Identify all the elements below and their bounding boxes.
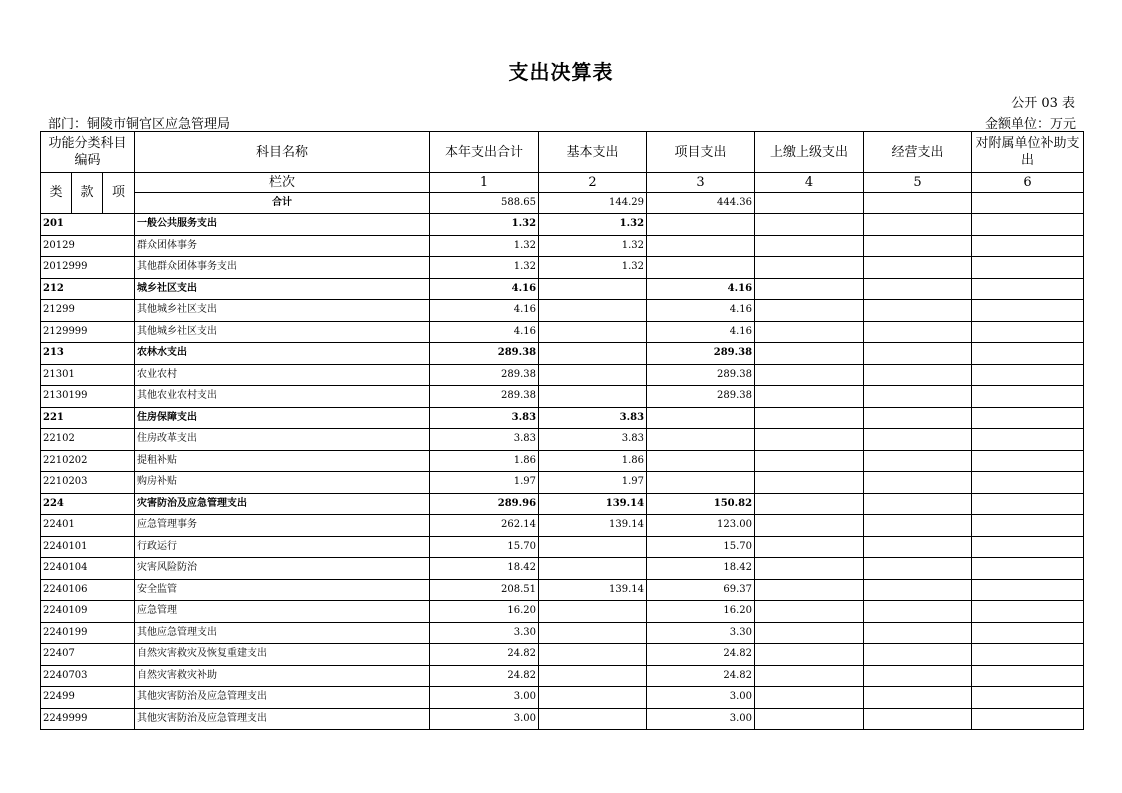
cell-code: 2129999 — [41, 321, 135, 343]
table-row — [41, 622, 1084, 644]
cell-upper — [755, 644, 864, 666]
cell-basic — [539, 386, 647, 408]
cell-subject-name: 其他灾害防治及应急管理支出 — [135, 708, 430, 730]
cell-basic — [539, 278, 647, 300]
cell-upper — [755, 407, 864, 429]
cell-project: 4.16 — [647, 278, 755, 300]
cell-upper — [755, 364, 864, 386]
cell-project: 69.37 — [647, 579, 755, 601]
cell-subject-name: 其他城乡社区支出 — [135, 300, 430, 322]
header-total: 本年支出合计 — [430, 132, 539, 173]
header-upper: 上缴上级支出 — [755, 132, 864, 173]
cell-subject-name: 农业农村 — [135, 364, 430, 386]
page-title: 支出决算表 — [508, 60, 614, 84]
cell-subject-name: 其他灾害防治及应急管理支出 — [135, 687, 430, 709]
header-basic: 基本支出 — [539, 132, 647, 173]
cell-total: 289.38 — [430, 386, 539, 408]
cell-basic — [539, 558, 647, 580]
table-row — [41, 493, 1084, 515]
cell-upper — [755, 429, 864, 451]
cell-business — [864, 278, 972, 300]
table-row — [41, 214, 1084, 236]
table-row — [41, 364, 1084, 386]
cell-code: 2012999 — [41, 257, 135, 279]
cell-basic — [539, 536, 647, 558]
cell-code: 2240106 — [41, 579, 135, 601]
cell-upper — [755, 601, 864, 623]
cell-code: 2240101 — [41, 536, 135, 558]
cell-subsidy — [972, 558, 1084, 580]
cell-total: 289.96 — [430, 493, 539, 515]
total-row — [41, 193, 1084, 214]
total-label: 合计 — [135, 193, 430, 214]
cell-subsidy — [972, 300, 1084, 322]
cell-subject-name: 农林水支出 — [135, 343, 430, 365]
cell-code: 2240104 — [41, 558, 135, 580]
cell-subject-name: 安全监管 — [135, 579, 430, 601]
cell-project: 123.00 — [647, 515, 755, 537]
cell-total: 1.97 — [430, 472, 539, 494]
cell-total: 1.32 — [430, 214, 539, 236]
table-row — [41, 472, 1084, 494]
cell-total: 15.70 — [430, 536, 539, 558]
cell-upper — [755, 708, 864, 730]
table-row — [41, 601, 1084, 623]
cell-basic — [539, 644, 647, 666]
cell-code: 221 — [41, 407, 135, 429]
cell-business — [864, 321, 972, 343]
table-row — [41, 687, 1084, 709]
cell-basic: 1.32 — [539, 235, 647, 257]
cell-upper — [755, 450, 864, 472]
cell-project — [647, 450, 755, 472]
cell-code: 22102 — [41, 429, 135, 451]
cell-basic — [539, 300, 647, 322]
cell-project — [647, 235, 755, 257]
cell-subject-name: 购房补贴 — [135, 472, 430, 494]
cell-total: 289.38 — [430, 343, 539, 365]
cell-basic — [539, 601, 647, 623]
cell-basic — [539, 665, 647, 687]
cell-basic — [539, 364, 647, 386]
cell-subsidy — [972, 665, 1084, 687]
cell-basic — [539, 343, 647, 365]
cell-upper — [755, 343, 864, 365]
cell-business — [864, 386, 972, 408]
cell-subject-name: 应急管理 — [135, 601, 430, 623]
table-row — [41, 235, 1084, 257]
cell-basic — [539, 321, 647, 343]
cell-subsidy — [972, 407, 1084, 429]
cell-code: 20129 — [41, 235, 135, 257]
header-business: 经营支出 — [864, 132, 972, 173]
cell-business — [864, 601, 972, 623]
cell-subsidy — [972, 579, 1084, 601]
cell-project — [647, 214, 755, 236]
cell-business — [864, 343, 972, 365]
cell-subsidy — [972, 450, 1084, 472]
cell-subsidy — [972, 601, 1084, 623]
cell-project: 15.70 — [647, 536, 755, 558]
cell-business — [864, 622, 972, 644]
table-row — [41, 429, 1084, 451]
cell-total: 262.14 — [430, 515, 539, 537]
cell-upper — [755, 622, 864, 644]
cell-subsidy — [972, 622, 1084, 644]
cell-business — [864, 300, 972, 322]
cell-total: 3.83 — [430, 429, 539, 451]
cell-business — [864, 450, 972, 472]
cell-upper — [755, 278, 864, 300]
col-index-6: 6 — [972, 173, 1084, 193]
department-label: 部门：铜陵市铜官区应急管理局 — [48, 117, 231, 132]
table-row — [41, 644, 1084, 666]
cell-subsidy — [972, 235, 1084, 257]
table-row — [41, 450, 1084, 472]
cell-business — [864, 257, 972, 279]
cell-business — [864, 665, 972, 687]
cell-business — [864, 708, 972, 730]
table-row — [41, 300, 1084, 322]
column-index-row — [41, 173, 1084, 193]
cell-upper — [755, 579, 864, 601]
cell-code: 2240109 — [41, 601, 135, 623]
total-business — [864, 193, 972, 214]
cell-subsidy — [972, 278, 1084, 300]
cell-upper — [755, 386, 864, 408]
cell-upper — [755, 665, 864, 687]
cell-code: 2210202 — [41, 450, 135, 472]
cell-total: 3.30 — [430, 622, 539, 644]
header-subject-name: 科目名称 — [135, 132, 430, 173]
cell-subject-name: 住房保障支出 — [135, 407, 430, 429]
cell-subject-name: 自然灾害救灾及恢复重建支出 — [135, 644, 430, 666]
cell-upper — [755, 214, 864, 236]
cell-upper — [755, 235, 864, 257]
cell-subsidy — [972, 687, 1084, 709]
table-row — [41, 321, 1084, 343]
cell-total: 18.42 — [430, 558, 539, 580]
cell-subject-name: 住房改革支出 — [135, 429, 430, 451]
cell-business — [864, 493, 972, 515]
cell-project: 289.38 — [647, 343, 755, 365]
cell-code: 22499 — [41, 687, 135, 709]
header-row — [41, 132, 1084, 173]
cell-code: 21301 — [41, 364, 135, 386]
cell-business — [864, 644, 972, 666]
cell-project: 3.00 — [647, 687, 755, 709]
cell-subsidy — [972, 429, 1084, 451]
cell-upper — [755, 536, 864, 558]
header-project: 项目支出 — [647, 132, 755, 173]
cell-business — [864, 536, 972, 558]
cell-code: 2210203 — [41, 472, 135, 494]
cell-subsidy — [972, 364, 1084, 386]
amount-unit-label: 金额单位：万元 — [984, 117, 1076, 132]
table-row — [41, 257, 1084, 279]
table-row — [41, 407, 1084, 429]
cell-upper — [755, 687, 864, 709]
cell-subsidy — [972, 515, 1084, 537]
header-xiang: 项 — [103, 173, 135, 214]
cell-project: 4.16 — [647, 300, 755, 322]
cell-upper — [755, 300, 864, 322]
total-project: 444.36 — [647, 193, 755, 214]
col-index-5: 5 — [864, 173, 972, 193]
cell-upper — [755, 257, 864, 279]
cell-subsidy — [972, 536, 1084, 558]
cell-total: 16.20 — [430, 601, 539, 623]
cell-subject-name: 其他群众团体事务支出 — [135, 257, 430, 279]
cell-code: 201 — [41, 214, 135, 236]
cell-total: 24.82 — [430, 665, 539, 687]
header-kuan: 款 — [72, 173, 103, 214]
cell-basic — [539, 687, 647, 709]
cell-subject-name: 行政运行 — [135, 536, 430, 558]
col-index-4: 4 — [755, 173, 864, 193]
cell-total: 289.38 — [430, 364, 539, 386]
cell-project: 150.82 — [647, 493, 755, 515]
table-row — [41, 343, 1084, 365]
cell-subsidy — [972, 343, 1084, 365]
table-row — [41, 665, 1084, 687]
cell-total: 3.00 — [430, 708, 539, 730]
total-sum: 588.65 — [430, 193, 539, 214]
col-index-2: 2 — [539, 173, 647, 193]
cell-subject-name: 一般公共服务支出 — [135, 214, 430, 236]
cell-project — [647, 429, 755, 451]
form-number: 公开 03 表 — [1011, 96, 1075, 111]
cell-code: 2240703 — [41, 665, 135, 687]
cell-code: 2249999 — [41, 708, 135, 730]
cell-code: 2240199 — [41, 622, 135, 644]
cell-code: 2130199 — [41, 386, 135, 408]
cell-project: 289.38 — [647, 386, 755, 408]
cell-code: 213 — [41, 343, 135, 365]
cell-business — [864, 235, 972, 257]
cell-subject-name: 城乡社区支出 — [135, 278, 430, 300]
cell-code: 21299 — [41, 300, 135, 322]
cell-project: 24.82 — [647, 644, 755, 666]
total-basic: 144.29 — [539, 193, 647, 214]
cell-project: 24.82 — [647, 665, 755, 687]
cell-project — [647, 472, 755, 494]
table-row — [41, 708, 1084, 730]
cell-subsidy — [972, 472, 1084, 494]
cell-subsidy — [972, 257, 1084, 279]
table-row — [41, 558, 1084, 580]
cell-project — [647, 257, 755, 279]
cell-total: 4.16 — [430, 278, 539, 300]
cell-code: 22407 — [41, 644, 135, 666]
cell-subsidy — [972, 214, 1084, 236]
cell-total: 3.00 — [430, 687, 539, 709]
cell-total: 24.82 — [430, 644, 539, 666]
cell-basic: 139.14 — [539, 493, 647, 515]
cell-total: 1.32 — [430, 257, 539, 279]
table-row — [41, 536, 1084, 558]
cell-subsidy — [972, 321, 1084, 343]
cell-upper — [755, 493, 864, 515]
cell-project: 16.20 — [647, 601, 755, 623]
header-lanci: 栏次 — [135, 173, 430, 193]
cell-upper — [755, 558, 864, 580]
cell-upper — [755, 515, 864, 537]
cell-business — [864, 407, 972, 429]
cell-subject-name: 提租补贴 — [135, 450, 430, 472]
cell-project: 3.30 — [647, 622, 755, 644]
cell-subsidy — [972, 644, 1084, 666]
cell-basic — [539, 708, 647, 730]
cell-basic: 139.14 — [539, 515, 647, 537]
cell-total: 4.16 — [430, 321, 539, 343]
header-func-code: 功能分类科目编码 — [41, 132, 135, 173]
cell-subject-name: 其他应急管理支出 — [135, 622, 430, 644]
cell-business — [864, 515, 972, 537]
cell-basic: 3.83 — [539, 429, 647, 451]
cell-business — [864, 429, 972, 451]
cell-upper — [755, 321, 864, 343]
cell-code: 212 — [41, 278, 135, 300]
total-subsidy — [972, 193, 1084, 214]
cell-basic: 3.83 — [539, 407, 647, 429]
cell-business — [864, 214, 972, 236]
cell-subject-name: 群众团体事务 — [135, 235, 430, 257]
cell-total: 208.51 — [430, 579, 539, 601]
cell-total: 1.32 — [430, 235, 539, 257]
cell-basic: 139.14 — [539, 579, 647, 601]
table-row — [41, 386, 1084, 408]
cell-project — [647, 407, 755, 429]
table-row — [41, 278, 1084, 300]
cell-subject-name: 灾害风险防治 — [135, 558, 430, 580]
cell-subject-name: 应急管理事务 — [135, 515, 430, 537]
cell-total: 1.86 — [430, 450, 539, 472]
cell-business — [864, 558, 972, 580]
cell-subsidy — [972, 386, 1084, 408]
cell-upper — [755, 472, 864, 494]
cell-project: 289.38 — [647, 364, 755, 386]
cell-basic — [539, 622, 647, 644]
cell-subsidy — [972, 493, 1084, 515]
cell-total: 4.16 — [430, 300, 539, 322]
cell-basic: 1.97 — [539, 472, 647, 494]
cell-business — [864, 472, 972, 494]
cell-code: 22401 — [41, 515, 135, 537]
cell-basic: 1.86 — [539, 450, 647, 472]
col-index-1: 1 — [430, 173, 539, 193]
total-upper — [755, 193, 864, 214]
table-row — [41, 515, 1084, 537]
header-lei: 类 — [41, 173, 72, 214]
expenditure-table — [40, 131, 1084, 730]
cell-total: 3.83 — [430, 407, 539, 429]
cell-code: 224 — [41, 493, 135, 515]
cell-subject-name: 灾害防治及应急管理支出 — [135, 493, 430, 515]
table-row — [41, 579, 1084, 601]
cell-basic: 1.32 — [539, 214, 647, 236]
col-index-3: 3 — [647, 173, 755, 193]
cell-subsidy — [972, 708, 1084, 730]
cell-subject-name: 自然灾害救灾补助 — [135, 665, 430, 687]
cell-business — [864, 364, 972, 386]
cell-subject-name: 其他城乡社区支出 — [135, 321, 430, 343]
cell-business — [864, 687, 972, 709]
cell-subject-name: 其他农业农村支出 — [135, 386, 430, 408]
cell-project: 18.42 — [647, 558, 755, 580]
cell-project: 3.00 — [647, 708, 755, 730]
cell-project: 4.16 — [647, 321, 755, 343]
cell-business — [864, 579, 972, 601]
header-subsidy: 对附属单位补助支出 — [972, 132, 1084, 173]
cell-basic: 1.32 — [539, 257, 647, 279]
